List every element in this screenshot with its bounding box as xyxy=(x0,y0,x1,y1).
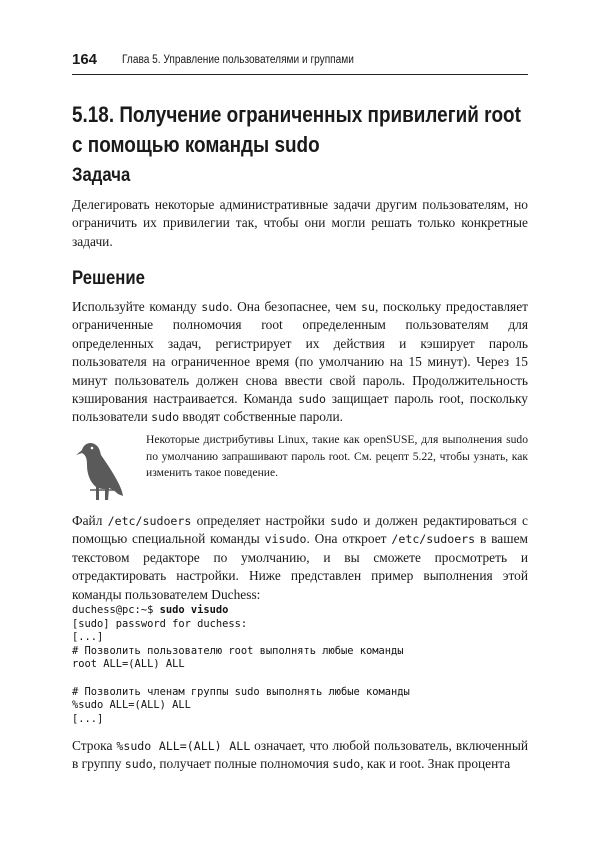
text-run: в вашем текстовом редакторе по умолчанию, и вы сможете просмотреть и отредактировать настройки. Ниже представлен пример выполнения этой команды пользователем Duchess: xyxy=(72,531,528,602)
shell-prompt: duchess@pc:~$ xyxy=(72,604,160,616)
text-run: защищает пароль root, поскольку пользователи xyxy=(72,391,528,425)
code-line: # Позволить членам группы sudo выполнять любые команды xyxy=(72,685,410,698)
page-header xyxy=(72,48,528,75)
running-title: Глава 5. Управление пользователями и группами xyxy=(122,54,354,66)
inline-code: sudo xyxy=(124,757,153,772)
solution-paragraph-2 xyxy=(72,512,528,604)
text-run: , получает полные полномочия xyxy=(152,756,333,772)
inline-code: sudo xyxy=(332,757,361,772)
text-run: . Она откроет xyxy=(306,531,392,547)
code-line: [...] xyxy=(72,631,104,644)
inline-code: visudo xyxy=(264,532,307,547)
text-run: определяет настройки xyxy=(191,513,331,528)
note-box xyxy=(72,432,528,502)
text-run: Строка xyxy=(72,738,117,753)
code-line: # Позволить пользователю root выполнять любые команды xyxy=(72,644,404,657)
text-run: Используйте команду xyxy=(72,299,202,314)
inline-code: sudo xyxy=(330,514,359,528)
solution-paragraph-3 xyxy=(72,737,528,774)
problem-heading: Задача xyxy=(72,165,131,186)
solution-paragraph-1 xyxy=(72,298,528,427)
shell-command: sudo visudo xyxy=(159,604,229,616)
inline-code: sudo xyxy=(201,300,230,314)
inline-code: %sudo ALL=(ALL) ALL xyxy=(116,739,251,753)
text-run: , как и root. Знак процента xyxy=(360,756,511,772)
code-line: root ALL=(ALL) ALL xyxy=(72,658,185,671)
solution-heading: Решение xyxy=(72,268,145,289)
crow-icon xyxy=(72,434,124,500)
inline-code: /etc/sudoers xyxy=(391,532,476,547)
code-line: [sudo] password for duchess: xyxy=(72,617,248,630)
note-text: Некоторые дистрибутивы Linux, такие как openSUSE, для выполнения sudo по умолчанию запрашивают пароль root. См. рецепт 5.22, чтобы узнать, как изменить такое поведение. xyxy=(146,433,528,480)
text-run: означает, что любой пользователь, включенный в группу xyxy=(72,738,528,772)
page-number: 164 xyxy=(72,51,98,68)
inline-code: su xyxy=(361,300,375,314)
problem-text: Делегировать некоторые административные задачи другим пользователям, но ограничить их привилегии так, чтобы они могли решать только конкретные задачи. xyxy=(72,197,528,249)
text-run: вводят собственные пароли. xyxy=(179,409,344,425)
section-title-line-2: с помощью команды sudo xyxy=(72,132,320,157)
text-run: и должен редактироваться с помощью специальной команды xyxy=(72,513,529,547)
text-run: Файл xyxy=(72,513,108,528)
section-title-line-1: 5.18. Получение ограниченных привилегий root xyxy=(72,102,521,127)
inline-code: /etc/sudoers xyxy=(107,514,192,528)
inline-code: sudo xyxy=(151,410,180,425)
code-line: [...] xyxy=(72,712,104,725)
code-line: %sudo ALL=(ALL) ALL xyxy=(72,699,191,712)
text-run: , поскольку предоставляет ограниченные полномочия root определенным пользователям для определенных задач, регистрирует их действия и кэширует пароль пользователя на ограниченное время (по умолчанию на 15 минут). Через 15 минут пользователь должен снова ввести свой пароль. Продолжительность кэширования настраивается. Команда xyxy=(72,299,528,407)
text-run: . Она безопаснее, чем xyxy=(229,299,362,314)
code-listing xyxy=(72,604,528,726)
section-title xyxy=(72,100,521,160)
inline-code: sudo xyxy=(298,392,326,407)
